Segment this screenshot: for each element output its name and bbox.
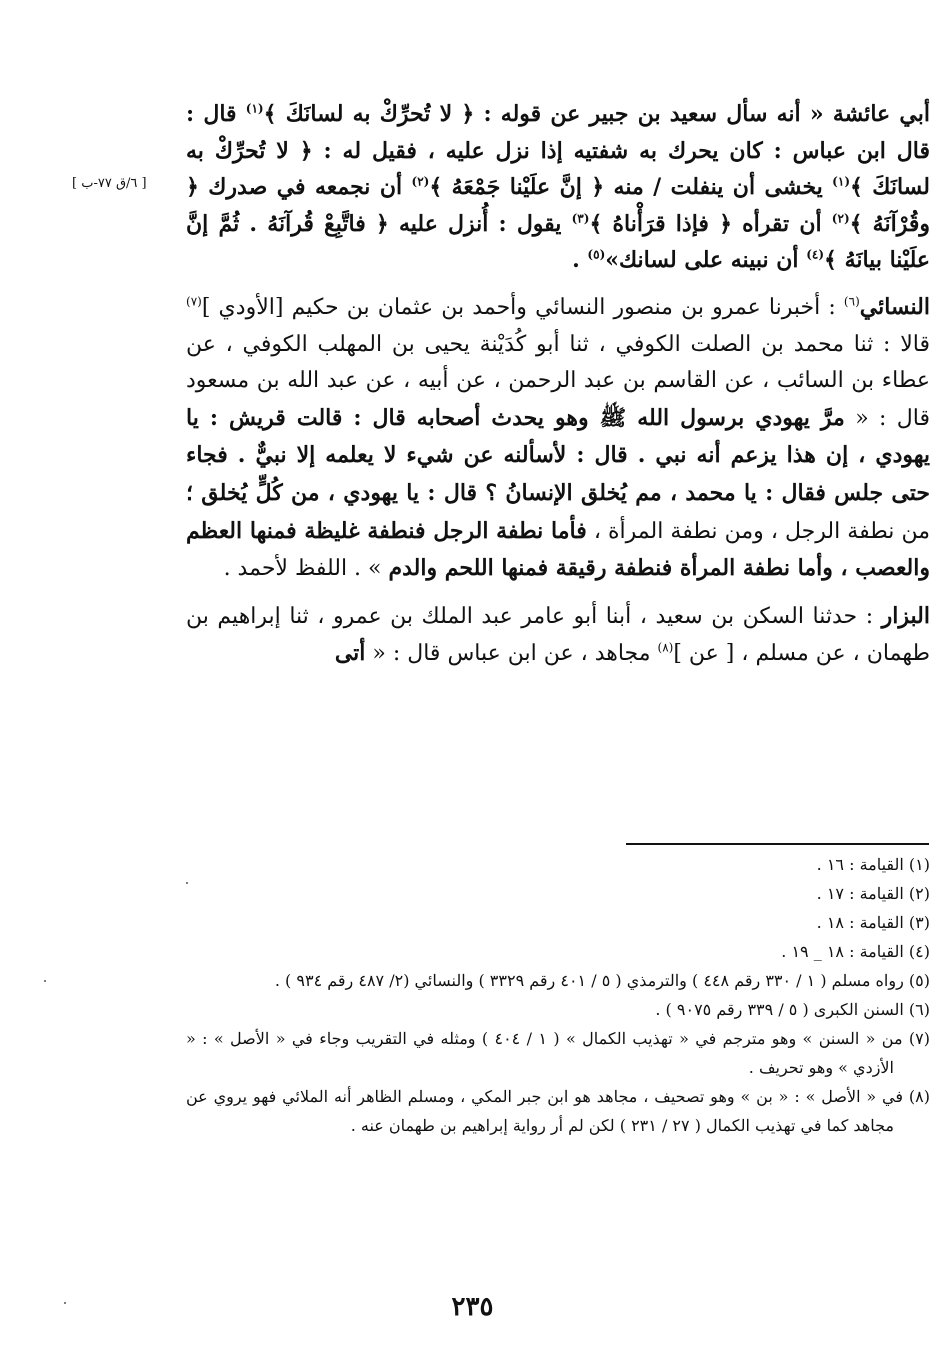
main-text <box>186 96 930 673</box>
footnote-marker: (٤) <box>806 248 825 263</box>
text-run: أبي عائشة « أنه سأل سعيد بن جبير عن قوله : ﴿ لا تُحرِّكْ به لسانَكَ ﴾ <box>263 101 930 127</box>
footnote-1: (١) القيامة : ١٦ . <box>816 855 930 874</box>
closing-text: » . اللفظ لأحمد . <box>223 556 389 582</box>
paragraph-nasai-hadith <box>186 289 930 588</box>
footnote-marker: (٦) <box>843 294 860 309</box>
matn-text: مرَّ يهودي برسول الله ﷺ وهو يحدث أصحابه قال : قالت قريش : يا يهودي ، إن هذا يزعم أنه نبي . قال : لأسألنه عن شيء لا يعلمه إلا نبيٌّ . فجاء حتى جلس فقال : يا محمد ، مم يُخلق الإنسانُ ؟ قال : يا يهودي ، من كُلٍّ يُخلق ؛ <box>186 404 931 506</box>
footnote-marker: (٣) <box>571 211 590 226</box>
paragraph-bazzar-hadith <box>186 598 930 673</box>
footnote-4: (٤) القيامة : ١٨ _ ١٩ . <box>781 942 930 961</box>
source-author: النسائي <box>859 293 930 320</box>
footnote-divider <box>626 843 929 845</box>
paragraph-aisha-narration <box>186 96 930 279</box>
isnad-text: قالا : ثنا محمد بن الصلت الكوفي ، ثنا أبو كُدَيْنة يحيى بن المهلب الكوفي ، عن عطاء بن السائب ، عن القاسم بن عبد الرحمن ، عن أبيه ، عن عبد الله بن مسعود قال : « <box>186 331 930 431</box>
footnote-marker: (٨) <box>657 640 674 655</box>
scan-speck <box>64 1302 66 1304</box>
matn-text-regular: من نطفة الرجل ، ومن نطفة المرأة ، <box>586 518 931 544</box>
manuscript-folio-reference: [ ٦/ق ٧٧-ب ] <box>72 176 147 191</box>
footnote-6: (٦) السنن الكبرى ( ٥ / ٣٣٩ رقم ٩٠٧٥ ) . <box>655 1000 930 1019</box>
footnote-marker: (٢) <box>411 174 430 189</box>
footnote-marker: (١) <box>832 174 850 189</box>
footnote-5: (٥) رواه مسلم ( ١ / ٣٣٠ رقم ٤٤٨ ) والترمذي ( ٥ / ٤٠١ رقم ٣٣٢٩ ) والنسائي (٢/ ٤٨٧ رقم ٩٣٤ ) . <box>274 971 930 990</box>
footnote-2: (٢) القيامة : ١٧ . <box>816 884 930 903</box>
footnote-8: (٨) في « الأصل » : « بن » وهو تصحيف ، مجاهد هو ابن جبر المكي ، ومسلم الظاهر أنه الملائي فهو يروي عن مجاهد كما في تهذيب الكمال ( ٢٧ / ٢٣١ ) لكن لم أر رواية إبراهيم بن طهمان عنه . <box>186 1087 930 1135</box>
matn-text: فأما نطفة الرجل فنطفة غليظة فمنها العظم والعصب ، <box>186 517 930 582</box>
footnote-marker: (٥) <box>587 248 606 263</box>
text-run: أن نجمعه في صدرك ﴿ وقُرْآنَهُ ﴾ <box>186 174 930 237</box>
footnote-marker: (٢) <box>831 211 850 226</box>
scan-speck <box>186 882 188 884</box>
footnote-3: (٣) القيامة : ١٨ . <box>816 913 930 932</box>
page-number: ٢٣٥ <box>451 1292 494 1322</box>
text-run: يخشى أن ينفلت / منه ﴿ إنَّ علَيْنا جَمْعَهُ ﴾ <box>429 174 833 201</box>
footnotes <box>186 850 930 1140</box>
text-run: يقول : أُنزل عليه ﴿ فاتَّبِعْ قُرآنَهُ . ثُمَّ إنَّ علَيْنا بيانَهُ ﴾ <box>186 210 930 274</box>
footnote-7: (٧) من « السنن » وهو مترجم في « تهذيب الكمال » ( ١ / ٤٠٤ ) ومثله في التقريب وجاء في « الأصل » : « الأزدي » وهو تحريف . <box>186 1029 931 1077</box>
footnote-marker: (٧) <box>186 294 202 309</box>
isnad-text: : أخبرنا عمرو بن منصور النسائي وأحمد بن عثمان بن حكيم [الأودي ] <box>201 294 844 320</box>
source-author: البزار <box>881 602 930 629</box>
text-run: أن تقرأه ﴿ فإذا قرَأْناهُ ﴾ <box>589 210 832 237</box>
matn-text: أتى <box>334 640 366 667</box>
scan-speck <box>44 980 46 982</box>
matn-text: وأما نطفة المرأة فنطفة رقيقة فمنها اللحم والدم <box>388 555 833 582</box>
text-run: قال : قال ابن عباس : كان يحرك به شفتيه إذا نزل عليه ، فقيل له : ﴿ لا تُحرِّكْ به لسانَكَ ﴾ <box>186 101 930 201</box>
isnad-text: : حدثنا السكن بن سعيد ، أبنا أبو عامر عبد الملك بن عمرو ، ثنا إبراهيم بن طهمان ، عن مسلم ، [ عن ] <box>186 603 930 667</box>
text-run: أن نبينه على لسانك» <box>605 247 807 274</box>
isnad-text: مجاهد ، عن ابن عباس قال : « <box>365 641 658 667</box>
footnote-marker: (١) <box>245 101 264 116</box>
text-run: . <box>572 247 588 274</box>
